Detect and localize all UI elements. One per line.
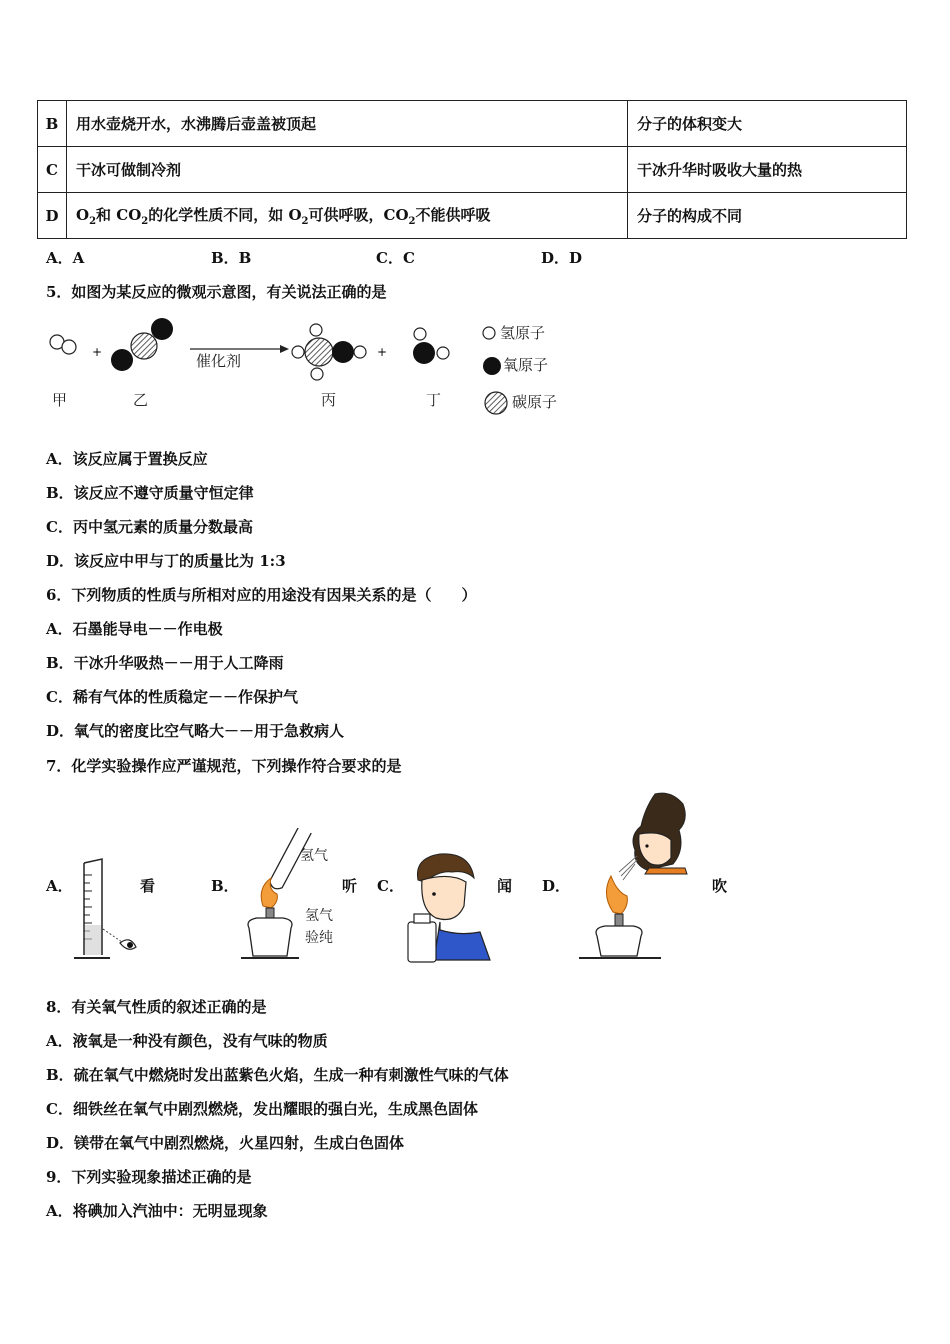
option-a-word: 看	[140, 877, 156, 895]
row-explanation: 分子的构成不同	[628, 193, 907, 239]
option-b[interactable]: B．该反应不遵守质量守恒定律	[46, 484, 254, 502]
alcohol-lamp-icon	[596, 926, 642, 956]
molecule-bing	[292, 324, 366, 380]
option-b[interactable]: B．B	[211, 249, 252, 267]
tube-hydrogen-label: 氢气	[300, 848, 328, 864]
bottle-icon	[408, 922, 436, 962]
option-c[interactable]: C．稀有气体的性质稳定－－作保护气	[46, 688, 298, 706]
option-d[interactable]: D．D	[541, 249, 583, 267]
girl-blowing-lamp-figure	[575, 790, 700, 965]
option-c-letter[interactable]: C．	[377, 877, 404, 895]
molecule-ding	[413, 328, 449, 364]
row-letter: B	[38, 101, 67, 147]
plus-sign: +	[92, 345, 103, 359]
question-8-stem: 8．有关氧气性质的叙述正确的是	[46, 998, 267, 1016]
label-yi: 乙	[133, 391, 149, 409]
question-7-stem: 7．化学实验操作应严谨规范，下列操作符合要求的是	[46, 757, 402, 775]
breath-lines	[619, 856, 637, 880]
label-bing: 丙	[321, 391, 337, 409]
option-a-letter[interactable]: A．	[46, 877, 73, 895]
table-row	[38, 101, 907, 147]
flame-icon	[606, 876, 627, 914]
option-c-word: 闻	[497, 877, 513, 895]
question-9-stem: 9．下列实验现象描述正确的是	[46, 1168, 252, 1186]
label-ding: 丁	[426, 391, 442, 409]
question-6-stem: 6．下列物质的性质与所相对应的用途没有因果关系的是（ ）	[46, 586, 477, 604]
test-label-line1: 氢气	[305, 908, 333, 924]
hydrogen-purity-test-figure	[235, 828, 345, 968]
table-row	[38, 147, 907, 193]
option-d-letter[interactable]: D．	[542, 877, 571, 895]
legend-carbon-label: 碳原子	[512, 393, 558, 411]
option-d[interactable]: D．该反应中甲与丁的质量比为 1:3	[46, 552, 286, 570]
option-d-word: 吹	[712, 877, 728, 895]
molecule-jia	[50, 335, 76, 354]
option-d[interactable]: D．镁带在氧气中剧烈燃烧，火星四射，生成白色固体	[46, 1134, 405, 1152]
molecule-yi	[111, 318, 173, 371]
option-c[interactable]: C．C	[376, 249, 415, 267]
option-b-letter[interactable]: B．	[211, 877, 239, 895]
option-b[interactable]: B．干冰升华吸热－－用于人工降雨	[46, 654, 284, 672]
question-5-stem: 5．如图为某反应的微观示意图，有关说法正确的是	[46, 283, 387, 301]
catalyst-label: 催化剂	[196, 352, 242, 370]
legend-hydrogen-icon	[483, 327, 495, 339]
option-a[interactable]: A．液氧是一种没有颜色，没有气味的物质	[46, 1032, 328, 1050]
reaction-micro-diagram	[40, 312, 580, 420]
alcohol-lamp-icon	[248, 918, 292, 956]
plus-sign: +	[377, 345, 388, 359]
option-a[interactable]: A．石墨能导电－－作电极	[46, 620, 223, 638]
question-4-table	[37, 100, 907, 239]
legend-oxygen-label: 氧原子	[503, 356, 549, 374]
option-a[interactable]: A．将碘加入汽油中：无明显现象	[46, 1202, 268, 1220]
table-row	[38, 193, 907, 239]
label-jia: 甲	[52, 391, 68, 409]
option-b-word: 听	[342, 877, 358, 895]
row-phenomenon: 干冰可做制冷剂	[67, 147, 628, 193]
test-label-line2: 验纯	[305, 930, 333, 946]
row-explanation: 干冰升华时吸收大量的热	[628, 147, 907, 193]
smelling-boy-figure	[400, 850, 495, 965]
option-c[interactable]: C．细铁丝在氧气中剧烈燃烧，发出耀眼的强白光，生成黑色固体	[46, 1100, 478, 1118]
shirt-icon	[434, 922, 490, 960]
option-a[interactable]: A．A	[46, 249, 85, 267]
legend-hydrogen-label: 氢原子	[500, 324, 546, 342]
row-letter: D	[38, 193, 67, 239]
legend-carbon-icon	[485, 392, 507, 414]
row-phenomenon: 用水壶烧开水，水沸腾后壶盖被顶起	[67, 101, 628, 147]
option-a[interactable]: A．该反应属于置换反应	[46, 450, 208, 468]
face-icon	[422, 876, 466, 919]
option-d[interactable]: D．氧气的密度比空气略大－－用于急救病人	[46, 722, 345, 740]
legend-oxygen-icon	[483, 357, 501, 375]
row-explanation: 分子的体积变大	[628, 101, 907, 147]
row-phenomenon: $O_2$和 $CO_2$的化学性质不同，如 $O_2$可供呼吸，$CO_2$不能供呼吸	[67, 193, 628, 239]
row-letter: C	[38, 147, 67, 193]
graduated-cylinder-figure	[70, 855, 150, 965]
option-c[interactable]: C．丙中氢元素的质量分数最高	[46, 518, 253, 536]
option-b[interactable]: B．硫在氧气中燃烧时发出蓝紫色火焰，生成一种有刺激性气味的气体	[46, 1066, 509, 1084]
